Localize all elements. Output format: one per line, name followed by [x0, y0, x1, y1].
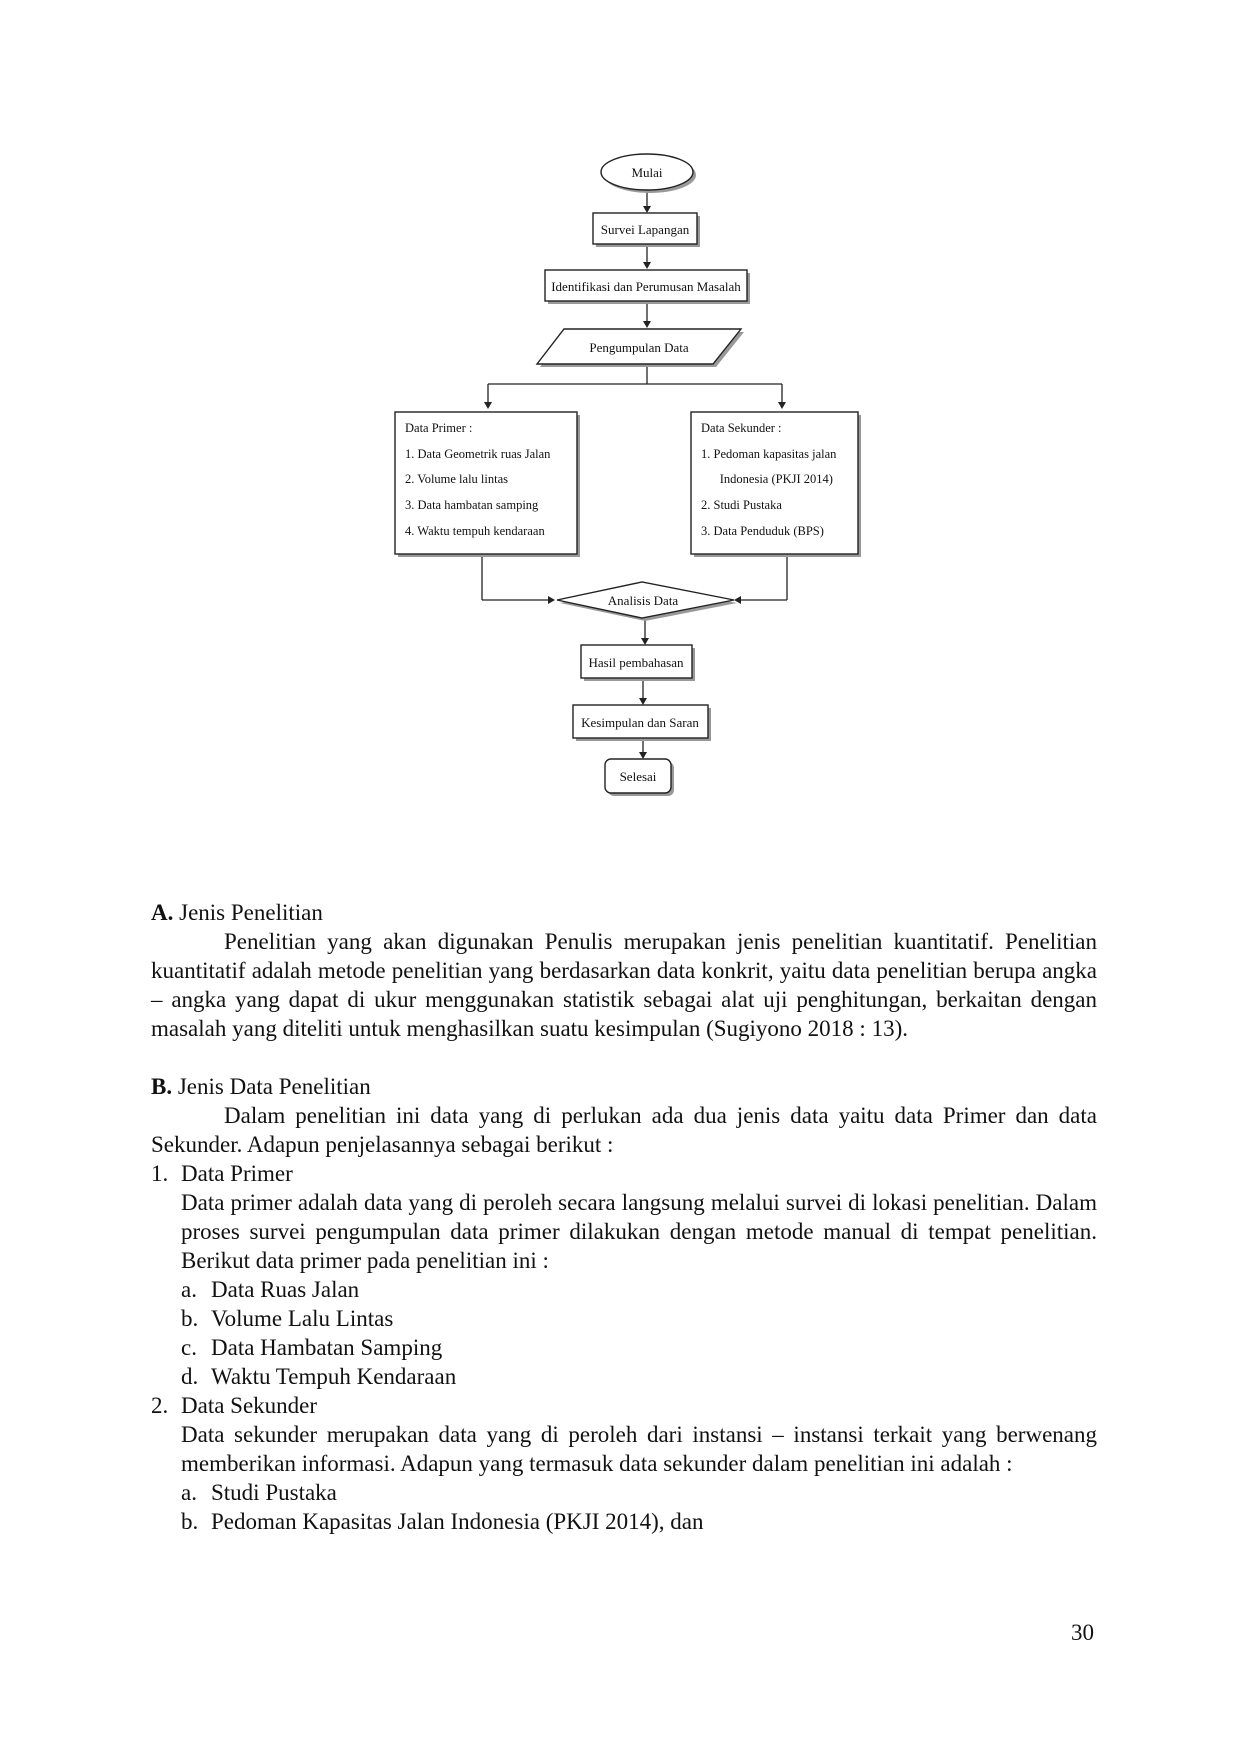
sub-list-letter: a. — [181, 1480, 197, 1505]
sub-list-text: Pedoman Kapasitas Jalan Indonesia (PKJI 2014), dan — [211, 1509, 704, 1534]
sub-list-text: Studi Pustaka — [211, 1480, 337, 1505]
secondary-item: Indonesia (PKJI 2014) — [701, 472, 833, 486]
primary-item: 3. Data hambatan samping — [405, 498, 539, 512]
list-item-body: Data sekunder merupakan data yang di peroleh dari instansi – instansi terkait yang berwenang memberikan informasi. Adapun yang termasuk data sekunder dalam penelitian ini adalah : — [181, 1422, 1097, 1476]
finish-terminal — [605, 759, 674, 796]
survey-label: Survei Lapangan — [600, 222, 690, 237]
section-a-heading — [151, 898, 1097, 927]
section-b-letter: B. — [151, 1074, 173, 1099]
research-flowchart — [0, 0, 1240, 820]
page-number: 30 — [1071, 1620, 1094, 1645]
results-label: Hasil pembahasan — [588, 655, 684, 670]
sub-list-letter: b. — [181, 1509, 199, 1534]
section-b-title: Jenis Data Penelitian — [177, 1074, 371, 1099]
sub-list-letter: a. — [181, 1277, 197, 1302]
collect-label: Pengumpulan Data — [589, 340, 689, 355]
list-item-title: Data Primer — [181, 1161, 293, 1186]
list-item-title: Data Sekunder — [181, 1393, 318, 1418]
section-a-letter: A. — [151, 900, 174, 925]
start-label: Mulai — [631, 165, 663, 180]
sub-list-item — [151, 1333, 1097, 1362]
list-number: 1. — [151, 1161, 169, 1186]
primary-title: Data Primer : — [405, 421, 473, 435]
finish-label: Selesai — [619, 769, 657, 784]
analysis-decision — [557, 582, 737, 621]
start-terminal — [601, 154, 696, 193]
list-item-primary-data — [151, 1159, 1097, 1188]
sub-list-letter: d. — [181, 1364, 199, 1389]
section-a-title: Jenis Penelitian — [179, 900, 323, 925]
sub-list-item — [151, 1275, 1097, 1304]
primary-item: 2. Volume lalu lintas — [405, 472, 509, 486]
sub-list-item — [151, 1478, 1097, 1507]
primary-item: 4. Waktu tempuh kendaraan — [405, 524, 545, 538]
identify-process — [545, 270, 750, 304]
sub-list-text: Waktu Tempuh Kendaraan — [211, 1364, 457, 1389]
sub-list-item — [151, 1507, 1097, 1536]
sub-list-text: Volume Lalu Lintas — [211, 1306, 394, 1331]
sub-list-letter: c. — [181, 1335, 197, 1360]
identify-label: Identifikasi dan Perumusan Masalah — [551, 279, 741, 294]
secondary-item: 3. Data Penduduk (BPS) — [701, 524, 824, 538]
conclusion-label: Kesimpulan dan Saran — [581, 715, 699, 730]
section-b-heading — [151, 1072, 1097, 1101]
results-process — [581, 645, 695, 681]
list-item-secondary-data — [151, 1391, 1097, 1420]
primary-data-box — [395, 412, 580, 557]
sub-list-text: Data Hambatan Samping — [211, 1335, 443, 1360]
primary-item: 1. Data Geometrik ruas Jalan — [405, 447, 551, 461]
list-item-body: Data primer adalah data yang di peroleh secara langsung melalui survei di lokasi penelitian. Dalam proses survei pengumpulan data primer dilakukan dengan metode manual di tempat penelitian. Berikut data primer pada penelitian ini : — [181, 1190, 1097, 1273]
section-a-paragraph: Penelitian yang akan digunakan Penulis merupakan jenis penelitian kuantitatif. Penelitian kuantitatif adalah metode penelitian yang berdasarkan data konkrit, yaitu data penelitian berupa angka – angka yang dapat di ukur menggunakan statistik sebagai alat uji penghitungan, berkaitan dengan masalah yang diteliti untuk menghasilkan suatu kesimpulan (Sugiyono 2018 : 13). — [151, 929, 1097, 1041]
secondary-title: Data Sekunder : — [701, 421, 782, 435]
list-number: 2. — [151, 1393, 169, 1418]
secondary-item: 2. Studi Pustaka — [701, 498, 782, 512]
document-body — [151, 898, 1097, 1536]
sub-list-item — [151, 1362, 1097, 1391]
sub-list-text: Data Ruas Jalan — [211, 1277, 360, 1302]
sub-list-letter: b. — [181, 1306, 199, 1331]
sub-list-item — [151, 1304, 1097, 1333]
collect-data-io — [537, 329, 744, 367]
analysis-label: Analisis Data — [607, 593, 679, 608]
secondary-item: 1. Pedoman kapasitas jalan — [701, 447, 837, 461]
secondary-data-box — [691, 412, 861, 557]
section-b-paragraph: Dalam penelitian ini data yang di perlukan ada dua jenis data yaitu data Primer dan data Sekunder. Adapun penjelasannya sebagai berikut : — [151, 1103, 1097, 1157]
conclusion-process — [573, 705, 711, 741]
survey-process — [593, 213, 700, 247]
